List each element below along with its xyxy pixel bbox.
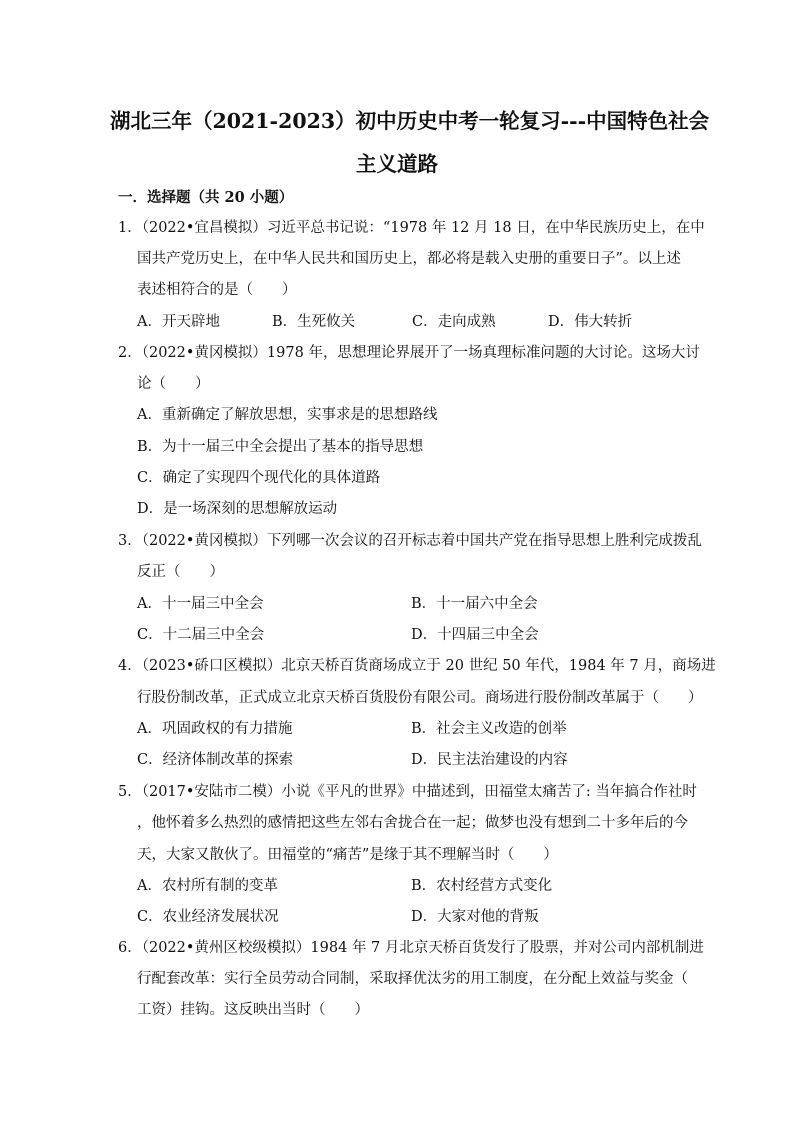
- q3-option-c[interactable]: C．十二届三中全会: [137, 627, 265, 643]
- q6-line-1: 6．（2022•黄州区校级模拟）1984 年 7 月北京天桥百货发行了股票，并对公司内部机制进: [118, 940, 704, 956]
- q5-line-2: ，他怀着多么热烈的感情把这些左邻右舍拢合在一起；做梦也没有想到二十多年后的今: [137, 815, 688, 831]
- q2-option-c[interactable]: C．确定了实现四个现代化的具体道路: [137, 470, 381, 486]
- q1-line-2: 国共产党历史上，在中华人民共和国历史上，都必将是载入史册的重要日子”。以上述: [137, 251, 681, 267]
- q4-line-2: 行股份制改革，正式成立北京天桥百货股份有限公司。商场进行股份制改革属于（ ）: [137, 690, 703, 706]
- q5-option-b[interactable]: B．农村经营方式变化: [411, 878, 553, 894]
- q2-line-2: 论（ ）: [137, 376, 210, 392]
- q1-line-1: 1．（2022•宜昌模拟）习近平总书记说：“1978 年 12 月 18 日，在中华民族历史上，在中: [118, 220, 705, 236]
- q1-option-a[interactable]: A．开天辟地: [137, 314, 220, 330]
- q4-option-a[interactable]: A．巩固政权的有力措施: [137, 721, 293, 737]
- document-title-line-1: 湖北三年（2021-2023）初中历史中考一轮复习---中国特色社会: [110, 109, 710, 133]
- q4-option-d[interactable]: D．民主法治建设的内容: [411, 752, 568, 768]
- q2-option-b[interactable]: B．为十一届三中全会提出了基本的指导思想: [137, 439, 424, 455]
- q3-option-d[interactable]: D．十四届三中全会: [411, 627, 539, 643]
- q5-option-d[interactable]: D．大家对他的背叛: [411, 909, 539, 925]
- section-heading: 一．选择题（共 20 小题）: [118, 189, 294, 206]
- q1-option-d[interactable]: D．伟大转折: [548, 314, 633, 330]
- q1-option-c[interactable]: C．走向成熟: [412, 314, 496, 330]
- q3-line-1: 3．（2022•黄冈模拟）下列哪一次会议的召开标志着中国共产党在指导思想上胜利完成拨乱: [118, 533, 702, 549]
- q3-option-b[interactable]: B．十一届六中全会: [411, 596, 538, 612]
- q2-option-a[interactable]: A．重新确定了解放思想，实事求是的思想路线: [137, 407, 438, 423]
- q4-option-b[interactable]: B．社会主义改造的创举: [411, 721, 567, 737]
- q2-option-d[interactable]: D．是一场深刻的思想解放运动: [137, 501, 338, 517]
- q4-option-c[interactable]: C．经济体制改革的探索: [137, 752, 294, 768]
- document-title-line-2: 主义道路: [356, 152, 438, 176]
- q5-option-a[interactable]: A．农村所有制的变革: [137, 878, 278, 894]
- q4-line-1: 4．（2023•硚口区模拟）北京天桥百货商场成立于 20 世纪 50 年代，1984 年 7 月，商场进: [118, 658, 716, 674]
- q3-line-2: 反正（ ）: [137, 564, 224, 580]
- q5-line-1: 5．（2017•安陆市二模）小说《平凡的世界》中描述到，田福堂太痛苦了: 当年搞合作社时: [118, 784, 697, 800]
- q1-line-3: 表述相符合的是（ ）: [137, 282, 297, 298]
- q6-line-2: 行配套改革：实行全员劳动合同制，采取择优汰劣的用工制度，在分配上效益与奖金（: [137, 971, 688, 987]
- q6-line-3: 工资）挂钩。这反映出当时（ ）: [137, 1002, 369, 1018]
- q1-option-b[interactable]: B．生死攸关: [272, 314, 356, 330]
- q3-option-a[interactable]: A．十一届三中全会: [137, 596, 264, 612]
- q5-line-3: 天，大家又散伙了。田福堂的“痛苦”是缘于其不理解当时（ ）: [137, 847, 558, 863]
- q2-line-1: 2．（2022•黄冈模拟）1978 年，思想理论界展开了一场真理标准问题的大讨论。这场大讨: [118, 345, 700, 361]
- q5-option-c[interactable]: C．农业经济发展状况: [137, 909, 279, 925]
